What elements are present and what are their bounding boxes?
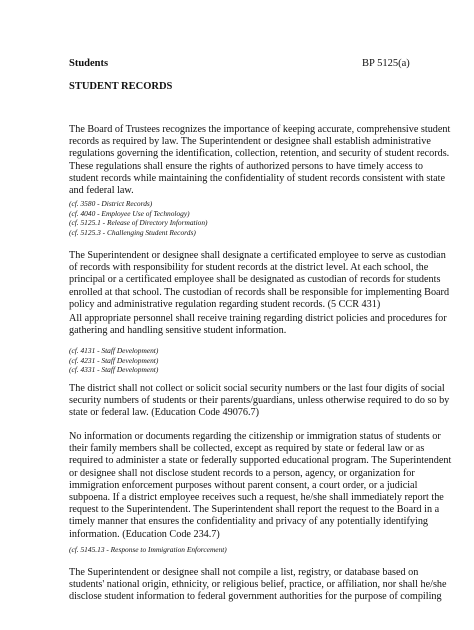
text-line: their family members shall be collected, except as required by state or federal law or as bbox=[69, 443, 425, 455]
cross-reference: (cf. 5125.3 - Challenging Student Records) bbox=[69, 227, 196, 237]
cross-reference: (cf. 4231 - Staff Development) bbox=[69, 355, 159, 365]
cross-reference: (cf. 4040 - Employee Use of Technology) bbox=[69, 208, 190, 218]
cross-reference-list-3 bbox=[69, 545, 419, 555]
cross-reference: (cf. 5125.1 - Release of Directory Information) bbox=[69, 218, 208, 228]
cross-reference: (cf. 4331 - Staff Development) bbox=[69, 365, 159, 375]
text-line: The Superintendent or designee shall designate a certificated employee to serve as custodian bbox=[69, 250, 446, 261]
text-line: timely manner that ensures the confidentiality and privacy of any potentially identifying bbox=[69, 516, 429, 528]
text-line: subpoena. If a district employee receives such a request, he/she shall immediately report the bbox=[69, 492, 444, 504]
header-section-label: Students bbox=[69, 58, 109, 69]
header-policy-number: BP 5125(a) bbox=[362, 58, 410, 69]
text-line: immigration enforcement purposes without parent consent, a court order, or a judicial bbox=[69, 479, 418, 491]
cross-reference-list-1 bbox=[69, 199, 419, 237]
text-line: regulations governing the identification, collection, retention, and security of student records. bbox=[69, 148, 450, 160]
text-line: These regulations shall ensure the rights of authorized persons to have timely access to bbox=[69, 160, 423, 172]
text-line: gathering and handling sensitive student information. bbox=[69, 325, 287, 337]
text-line: security numbers of students or their parents/guardians, unless otherwise required to do so by bbox=[69, 395, 450, 407]
text-line: No information or documents regarding the citizenship or immigration status of students or bbox=[69, 431, 441, 442]
text-line: or designee shall not disclose student records to a person, agency, or organization for bbox=[69, 467, 415, 479]
text-line: All appropriate personnel shall receive training regarding district policies and procedures for bbox=[69, 313, 447, 324]
paragraph-1 bbox=[69, 124, 451, 197]
text-line: records as required by law. The Superintendent or designee shall establish administrative bbox=[69, 136, 431, 148]
text-line: information. (Education Code 234.7) bbox=[69, 528, 220, 540]
text-line: policy and administrative regulation regarding student records. (5 CCR 431) bbox=[69, 298, 381, 310]
text-line: state or federal law. (Education Code 49076.7) bbox=[69, 407, 260, 419]
paragraph-5 bbox=[69, 431, 452, 541]
paragraph-4 bbox=[69, 383, 450, 420]
text-line: enrolled at that school. The custodian of records shall be responsible for implementing Board bbox=[69, 286, 450, 298]
text-line: student records while maintaining the confidentiality of student records consistent with state bbox=[69, 172, 445, 184]
cross-reference: (cf. 4131 - Staff Development) bbox=[69, 346, 159, 355]
text-line: of records with responsibility for student records at the district level. At each school, the bbox=[69, 262, 429, 274]
text-line: principal or a certificated employee shall be designated as custodian of records for students bbox=[69, 274, 441, 286]
paragraph-2 bbox=[69, 250, 450, 311]
paragraph-6 bbox=[69, 567, 447, 604]
text-line: The Board of Trustees recognizes the importance of keeping accurate, comprehensive student bbox=[69, 124, 451, 135]
text-line: The district shall not collect or solicit social security numbers or the last four digits of social bbox=[69, 383, 445, 394]
cross-reference-list-2 bbox=[69, 346, 419, 375]
text-line: required to administer a state or federally supported educational program. The Superintendent bbox=[69, 455, 452, 467]
cross-reference: (cf. 5145.13 - Response to Immigration Enforcement) bbox=[69, 545, 227, 554]
document-title: STUDENT RECORDS bbox=[69, 81, 173, 92]
text-line: students' national origin, ethnicity, or religious belief, practice, or affiliation, nor shall he/she bbox=[69, 579, 447, 591]
cross-reference: (cf. 3580 - District Records) bbox=[69, 199, 153, 208]
text-line: The Superintendent or designee shall not compile a list, registry, or database based on bbox=[69, 567, 419, 578]
paragraph-3 bbox=[69, 313, 447, 337]
text-line: request to the Superintendent. The Superintendent shall report the request to the Board in a bbox=[69, 504, 440, 516]
text-line: and federal law. bbox=[69, 185, 134, 197]
text-line: disclose student information to federal government authorities for the purpose of compiling bbox=[69, 591, 442, 603]
